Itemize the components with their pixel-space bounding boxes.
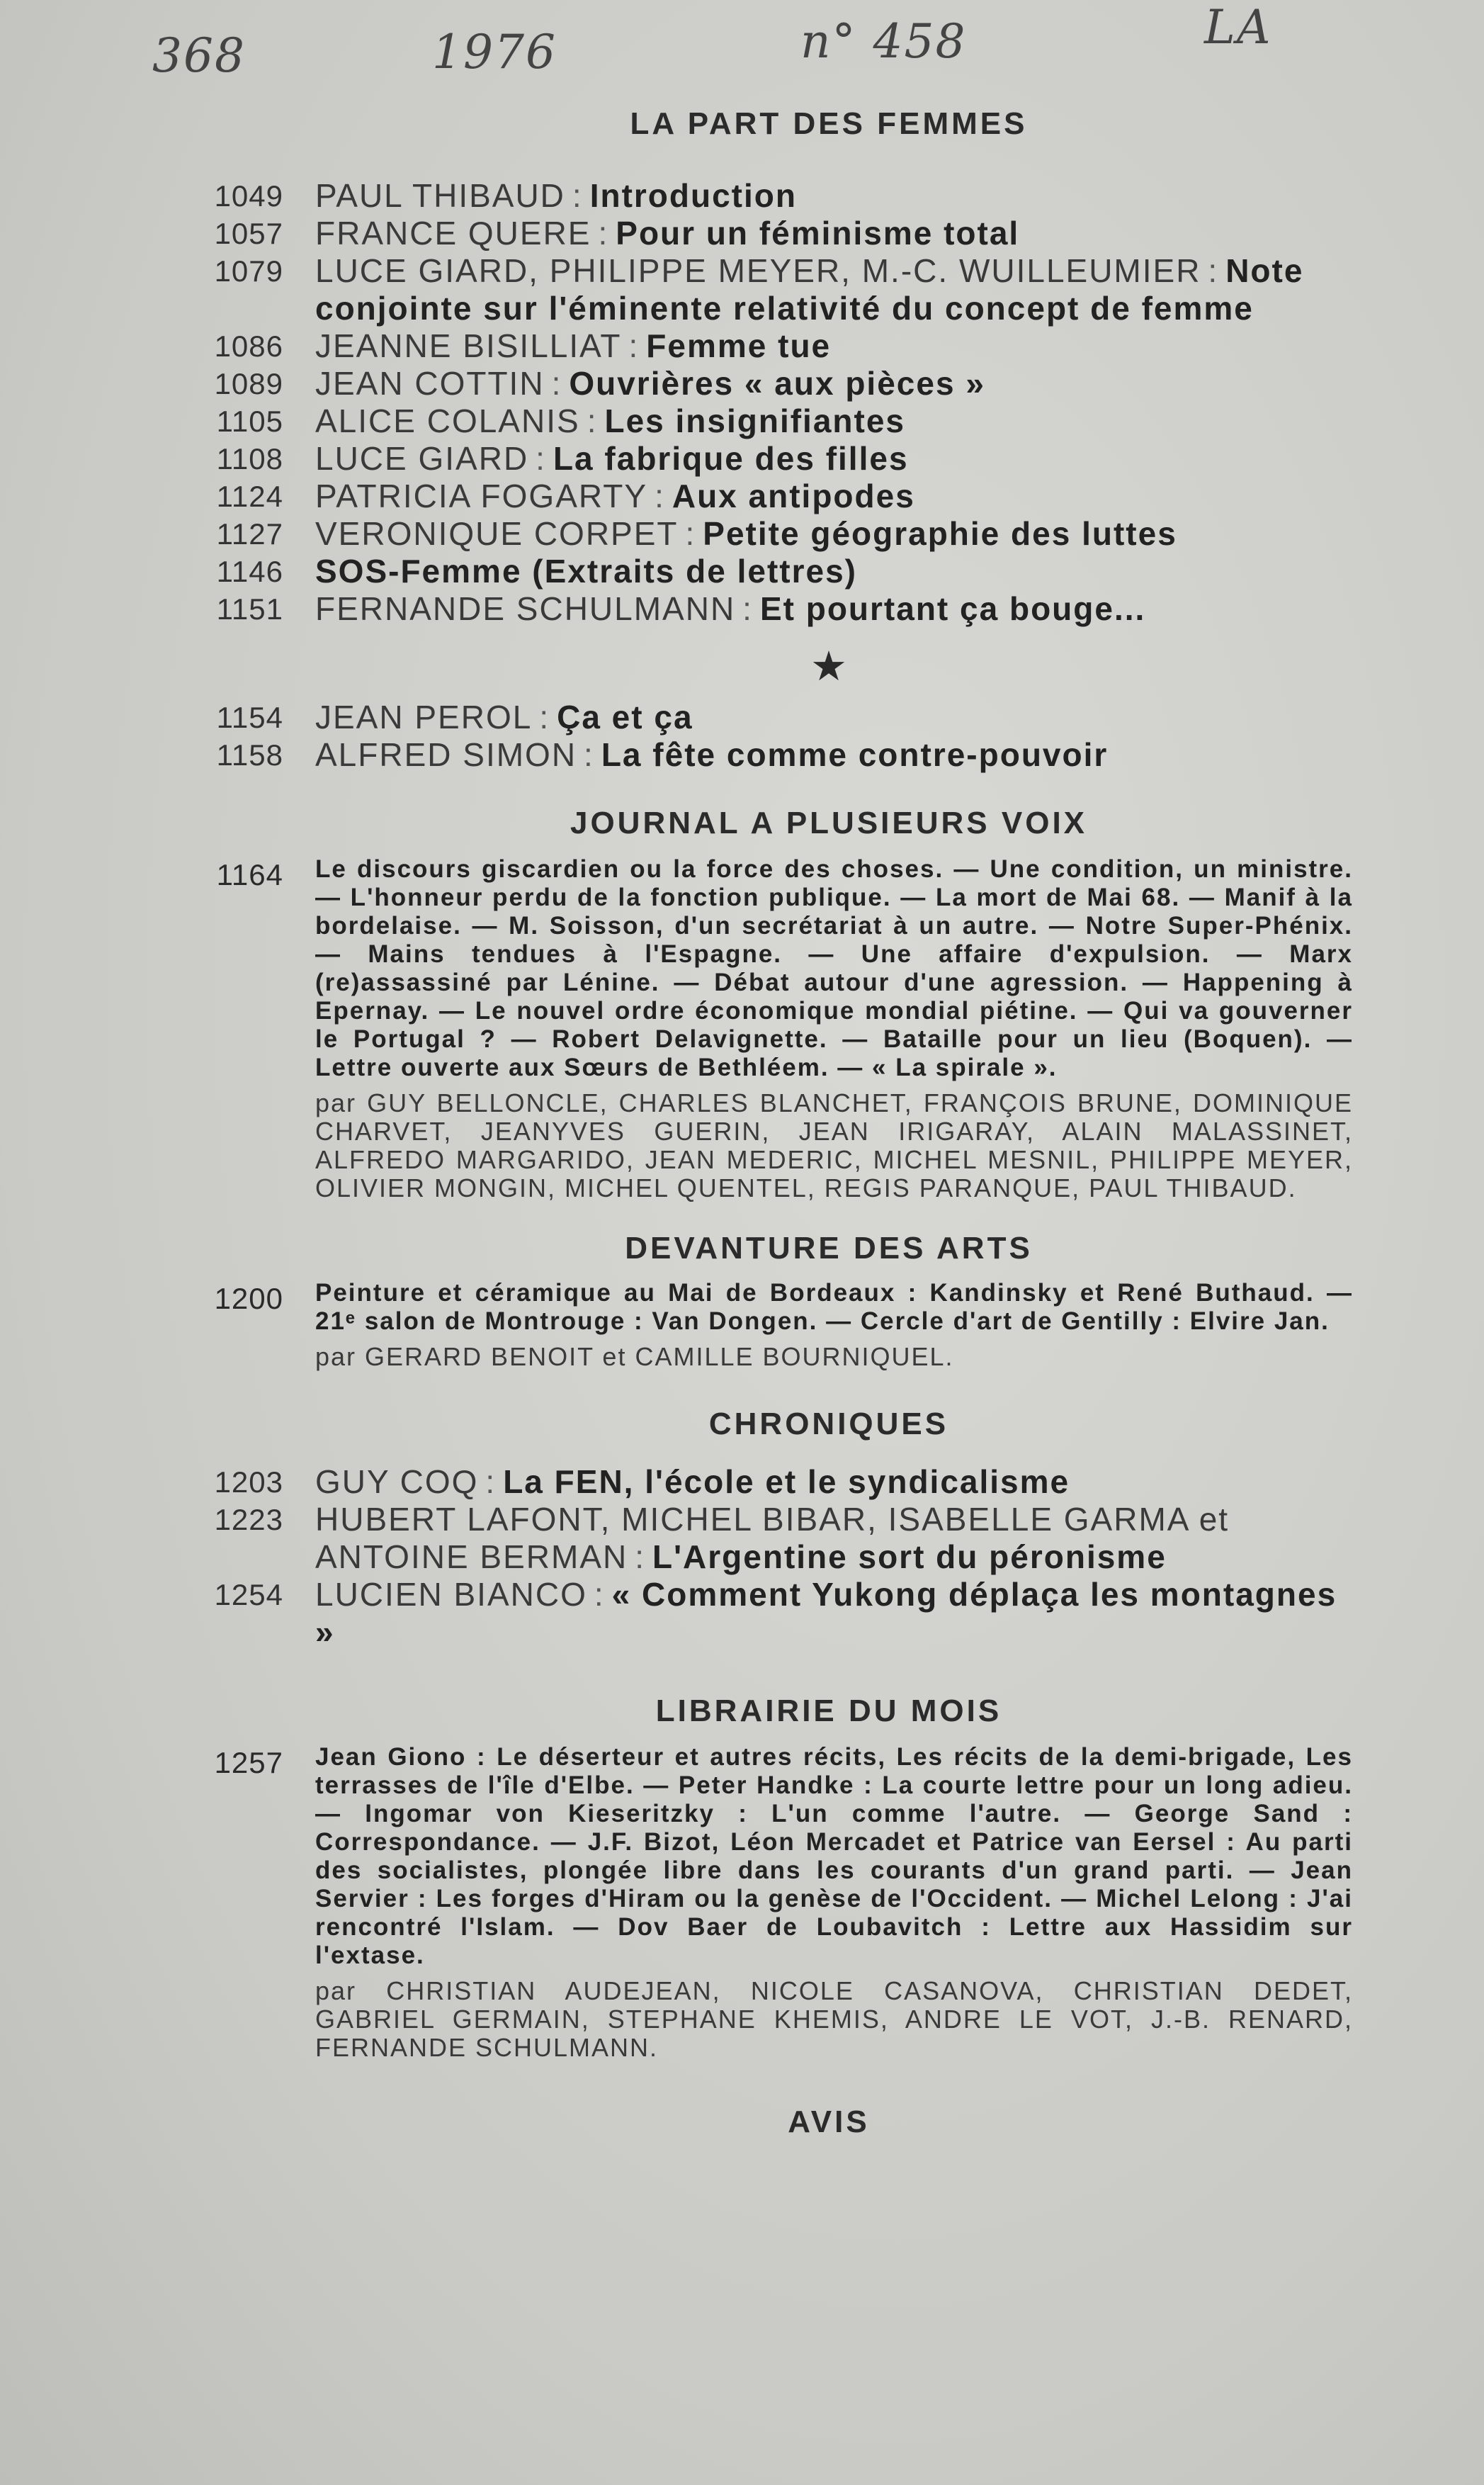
page-number: 1049 (214, 179, 283, 213)
toc-entry (191, 699, 1353, 736)
librairie-text: Jean Giono : Le déserteur et autres récits, Les récits de la demi-brigade, Les terrasses de l'île d'Elbe. — Peter Handke : La courte lettre pour un long adieu. — Ingomar von Kieseritzky : L'un comme l'autre. — George Sand : Correspondance. — J.F. Bizot, Léon Mercadet et Patrice van Eersel : Au parti des socialistes, plongée libre dans les courants d'un grand parti. — Jean Servier : Les forges d'Hiram ou la genèse de l'Occident. — Michel Lelong : J'ai rencontré l'Islam. — Dov Baer de Loubavitch : Lettre aux Hassidim sur l'extase. (315, 1743, 1353, 1969)
entry-author: ALICE COLANIS (315, 402, 580, 439)
page-number: 1158 (216, 738, 283, 772)
entry-title: La fabrique des filles (553, 440, 909, 477)
handwritten-initials: LA (1204, 0, 1272, 55)
entry-title: Femme tue (646, 327, 832, 364)
entry-author: LUCE GIARD, PHILIPPE MEYER, M.-C. WUILLEUMIER (315, 252, 1201, 289)
toc-entry (191, 1576, 1353, 1651)
section-heading-journal: JOURNAL A PLUSIEURS VOIX (570, 806, 1088, 840)
colon-separator: : (628, 327, 640, 364)
page-number: 1108 (216, 442, 283, 475)
colon-separator: : (536, 440, 546, 477)
page-number: 1089 (214, 367, 283, 400)
toc-entry (191, 177, 1353, 215)
table-of-contents (191, 106, 1353, 2140)
section-heading-chroniques: CHRONIQUES (708, 1407, 949, 1441)
toc-entry (191, 252, 1353, 327)
star-separator: ★ (810, 643, 847, 689)
page-number: 1079 (214, 254, 283, 288)
entry-author: FRANCE QUERE (315, 215, 591, 252)
page-number: 1203 (214, 1465, 283, 1499)
entry-title: Pour un féminisme total (616, 215, 1020, 252)
page-number: 1164 (216, 858, 283, 891)
colon-separator: : (572, 177, 583, 214)
journal-contributors: par GUY BELLONCLE, CHARLES BLANCHET, FRANÇOIS BRUNE, DOMINIQUE CHARVET, JEANYVES GUERIN, JEAN IRIGARAY, ALAIN MALASSINET, ALFREDO MARGARIDO, JEAN MEDERIC, MICHEL MESNIL, PHILIPPE MEYER, OLIVIER MONGIN, MICHEL QUENTEL, REGIS PARANQUE, PAUL THIBAUD. (315, 1088, 1353, 1202)
section-heading-part-des-femmes: LA PART DES FEMMES (630, 106, 1028, 141)
toc-entry (191, 590, 1353, 628)
colon-separator: : (584, 736, 594, 773)
toc-entry (191, 1463, 1353, 1501)
entry-author: VERONIQUE CORPET (315, 515, 679, 552)
page-number: 1223 (214, 1503, 283, 1536)
page-number: 1105 (216, 405, 283, 438)
colon-separator: : (1208, 252, 1219, 289)
colon-separator: : (551, 365, 562, 402)
journal-block (191, 855, 1353, 1202)
toc-entry (191, 215, 1353, 252)
colon-separator: : (635, 1538, 645, 1575)
entry-author: JEANNE BISILLIAT (315, 327, 622, 364)
toc-entry (191, 440, 1353, 478)
entry-title: Petite géographie des luttes (703, 515, 1177, 552)
entry-author: FERNANDE SCHULMANN (315, 590, 736, 627)
colon-separator: : (485, 1463, 497, 1500)
librairie-block (191, 1743, 1353, 2062)
section-heading-avis: AVIS (788, 2104, 870, 2139)
toc-entry (191, 553, 1353, 590)
entry-author: PATRICIA FOGARTY (315, 478, 648, 514)
entry-title: Ouvrières « aux pièces » (569, 365, 985, 402)
femmes-entry-list (191, 177, 1353, 628)
entry-title: Les insignifiantes (604, 402, 905, 439)
chroniques-entry-list (191, 1463, 1353, 1651)
page-number: 1154 (216, 701, 283, 734)
entry-author: PAUL THIBAUD (315, 177, 565, 214)
entry-author: LUCIEN BIANCO (315, 1576, 587, 1613)
devanture-block (191, 1279, 1353, 1371)
toc-entry (191, 515, 1353, 553)
entry-title: La FEN, l'école et le syndicalisme (503, 1463, 1070, 1500)
colon-separator: : (587, 402, 598, 439)
entry-author: ALFRED SIMON (315, 736, 577, 773)
entry-title: Aux antipodes (672, 478, 915, 514)
toc-entry (191, 736, 1353, 774)
page-number: 1086 (214, 329, 283, 363)
section-heading-librairie: LIBRAIRIE DU MOIS (655, 1694, 1002, 1728)
colon-separator: : (655, 478, 665, 514)
entry-author: JEAN PEROL (315, 699, 533, 736)
colon-separator: : (539, 699, 550, 736)
extra-entry-list (191, 699, 1353, 774)
entry-title: Ça et ça (557, 699, 693, 736)
entry-title: SOS-Femme (Extraits de lettres) (315, 553, 858, 590)
colon-separator: : (742, 590, 753, 627)
page-number: 1124 (216, 480, 283, 513)
entry-title: Introduction (589, 177, 797, 214)
entry-author: HUBERT LAFONT, MICHEL BIBAR, ISABELLE GARMA et ANTOINE BERMAN (315, 1501, 1230, 1575)
page-number: 1057 (214, 217, 283, 250)
entry-title: Et pourtant ça bouge... (759, 590, 1146, 627)
devanture-contributors: par GERARD BENOIT et CAMILLE BOURNIQUEL. (315, 1342, 954, 1371)
colon-separator: : (685, 515, 696, 552)
toc-entry (191, 1501, 1353, 1576)
toc-entry (191, 327, 1353, 365)
entry-title: La fête comme contre-pouvoir (601, 736, 1109, 773)
page-number: 1200 (214, 1282, 283, 1315)
handwritten-issue: n° 458 (800, 14, 967, 69)
handwritten-page-number: 368 (152, 28, 246, 83)
page-number: 1257 (214, 1746, 283, 1779)
toc-entry (191, 402, 1353, 440)
section-heading-devanture: DEVANTURE DES ARTS (625, 1231, 1033, 1266)
librairie-contributors: par CHRISTIAN AUDEJEAN, NICOLE CASANOVA, CHRISTIAN DEDET, GABRIEL GERMAIN, STEPHANE KHEMIS, ANDRE LE VOT, J.-B. RENARD, FERNANDE SCHULMANN. (315, 1976, 1353, 2062)
toc-entry (191, 478, 1353, 515)
entry-title: « Comment Yukong déplaça les montagnes » (315, 1576, 1337, 1650)
entry-author: GUY COQ (315, 1463, 479, 1500)
page-number: 1146 (216, 555, 283, 588)
page-number: 1151 (216, 592, 283, 626)
colon-separator: : (598, 215, 609, 252)
entry-author: JEAN COTTIN (315, 365, 545, 402)
journal-text: Le discours giscardien ou la force des choses. — Une condition, un ministre. — L'honneur perdu de la fonction publique. — La mort de Mai 68. — Manif à la bordelaise. — M. Soisson, d'un secrétariat à un autre. — Notre Super-Phénix. — Mains tendues à l'Espagne. — Une affaire d'expulsion. — Marx (re)assassiné par Lénine. — Débat autour d'une agression. — Happening à Epernay. — Le nouvel ordre économique mondial piétine. — Qui va gouverner le Portugal ? — Robert Delavignette. — Bataille pour un lieu (Boquen). — Lettre ouverte aux Sœurs de Bethléem. — « La spirale ». (315, 855, 1353, 1081)
entry-author: LUCE GIARD (315, 440, 529, 477)
handwritten-year: 1976 (432, 25, 557, 79)
page-number: 1254 (214, 1578, 283, 1611)
devanture-text: Peinture et céramique au Mai de Bordeaux : Kandinsky et René Buthaud. — 21ᵉ salon de Montrouge : Van Dongen. — Cercle d'art de Gentilly : Elvire Jan. (315, 1279, 1353, 1335)
page-number: 1127 (216, 517, 283, 551)
colon-separator: : (594, 1576, 605, 1613)
entry-title: L'Argentine sort du péronisme (652, 1538, 1167, 1575)
entry-title: Note conjointe sur l'éminente relativité du concept de femme (315, 252, 1304, 327)
toc-entry (191, 365, 1353, 402)
